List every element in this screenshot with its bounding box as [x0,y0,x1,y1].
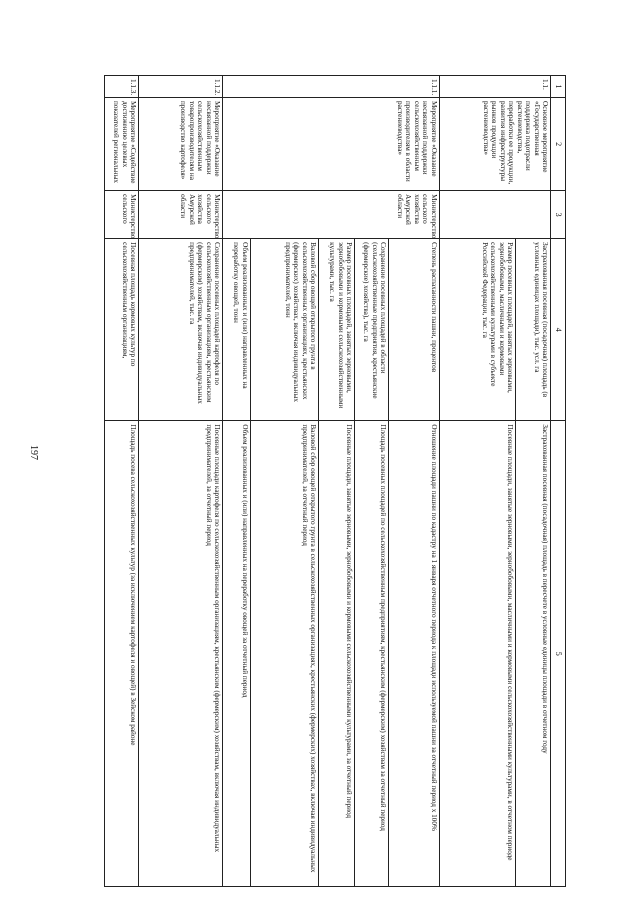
executor-cell: Министерство сельского [105,191,139,239]
calculation-method-cell: Застрахованная посевная (посадочная) площадь в пересчете в условные единицы площади в отчетном году [516,421,551,887]
calculation-method-cell: Площадь посева сельскохозяйственных культур (за исключением картофеля и овощей) в Зейском районе [105,421,139,887]
indicator-cell: Размер посевных площадей, занятых зерновыми, зернобобовыми и кормовыми сельскохозяйственными культурами, тыс. га [319,239,355,421]
header-cell: 2 [551,98,566,191]
indicator-cell: Посевная площадь кормовых культур по сельскохозяйственным организациям, [105,239,139,421]
indicator-cell: Застрахованная посевная (посадочная) площадь (в условных единицах площади), тыс. усл. га [516,239,551,421]
event-name-cell: Мероприятие «Оказание несвязанной поддержки сельскохозяйственным товаропроизводителям на производство картофеля» [139,98,223,191]
event-name-cell: Мероприятие «Содействие достижению целевых показателей региональных [105,98,139,191]
executor-cell: Министерство сельского хозяйства Амурской области [223,191,439,239]
indicator-cell: Валовой сбор овощей открытого грунта в сельскохозяйственных организациях, крестьянских (фермерских) хозяйствах, включая индивидуальных предпринимателей, тонн [250,239,318,421]
indicators-table [104,75,566,887]
indicator-cell: Степень распаханности пашни, процентов [389,239,439,421]
calculation-method-cell: Посевные площади, занятые зерновыми, зернобобовыми, масличными и кормовыми сельскохозяйственными культурами, в отчетном периоде [439,421,516,887]
header-cell: 1 [551,76,566,98]
section-number-cell: 1.1.1. [223,76,439,98]
event-name-cell: Основное мероприятие «Государственная поддержка подотрасли растениеводства, переработки ее продукции, развития инфраструктуры рынков продукции растениеводства» [439,98,551,191]
calculation-method-cell: Посевные площади, занятые зерновыми, зернобобовыми и кормовыми сельскохозяйственными культурами, за отчетный период [319,421,355,887]
calculation-method-cell: Посевные площади картофеля по сельскохозяйственным организациям, крестьянским (фермерским) хозяйствам, включая индивидуальных предпринимателей, за отчетный период [139,421,223,887]
page-number-text: 197 [27,445,39,460]
executor-cell: Министерство сельского хозяйства Амурской области [139,191,223,239]
calculation-method-cell: Объем реализованных и (или) направленных на переработку овощей за отчетный период [223,421,251,887]
header-cell: 5 [551,421,566,887]
section-number-cell: 1.1.3. [105,76,139,98]
section-number-cell: 1.1. [439,76,551,98]
calculation-method-cell: Валовой сбор овощей открытого грунта в сельскохозяйственных организациях, крестьянских (фермерских) хозяйствах, включая индивидуальных предпринимателей, за отчетный период [250,421,318,887]
header-cell: 3 [551,191,566,239]
page-number [0,0,66,905]
calculation-method-cell: Отношение площади пашни по кадастру на 1 января отчетного периода к площади используемой пашни за отчетный период х 100% [389,421,439,887]
table-row [105,76,139,887]
event-name-cell: Мероприятие «Оказание несвязанной поддержки сельскохозяйственным производителям в области растениеводства» [223,98,439,191]
table-row [516,76,551,887]
indicator-cell: Сохранение посевных площадей в области (сельскохозяйственные предприятия, крестьянские (фермерские) хозяйства), тыс. га [355,239,389,421]
section-number-cell: 1.1.2. [139,76,223,98]
calculation-method-cell: Площадь посевных площадей по сельскохозяйственным предприятиям, крестьянским (фермерским) хозяйствам за отчетный период [355,421,389,887]
document-page [104,75,566,887]
header-cell: 4 [551,239,566,421]
table-header-row [551,76,566,887]
executor-cell [439,191,551,239]
table-row [389,76,439,887]
indicator-cell: Сохранение посевных площадей картофеля по сельскохозяйственным организациям, крестьянским (фермерским) хозяйствам, включая индивидуальных предпринимателей, тыс. га [139,239,223,421]
indicator-cell: Объем реализованных и (или) направленных на переработку овощей, тонн [223,239,251,421]
table-row [139,76,223,887]
indicator-cell: Размер посевных площадей, занятых зерновыми, зернобобовыми, масличными и кормовыми сельскохозяйственными культурами в субъекте Российской Федерации, тыс. га [439,239,516,421]
